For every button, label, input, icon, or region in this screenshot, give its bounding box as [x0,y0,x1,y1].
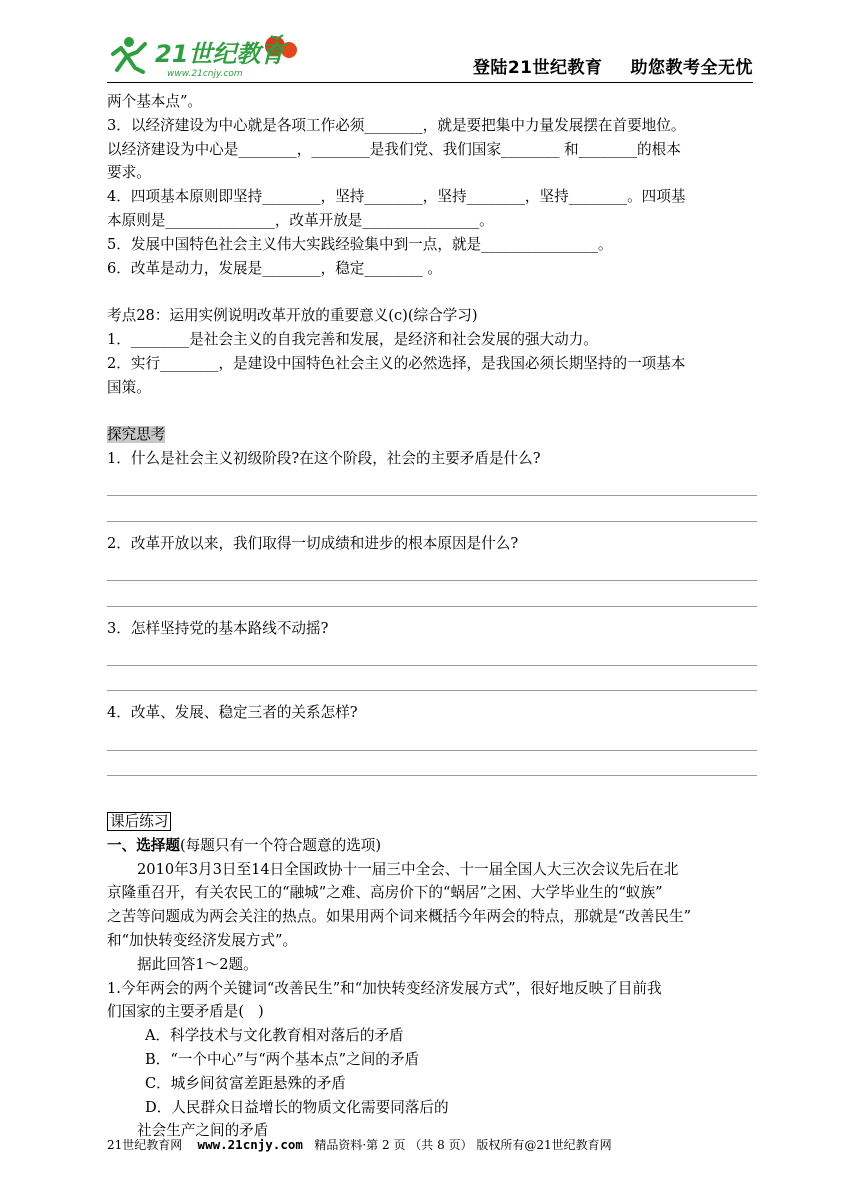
svg-text:21世纪教育: 21世纪教育 [155,40,285,68]
question-5-line: 5．发展中国特色社会主义伟大实践经验集中到一点，就是________________。 [107,235,613,253]
question-6-line: 6．改革是动力，发展是________，稳定________ 。 [107,259,442,277]
text-line: 两个基本点”。 [107,93,203,110]
practice-section-title: 课后练习 [107,810,757,834]
inquiry-question-4: 4．改革、发展、稳定三者的关系怎样? [107,704,358,722]
exam-point-28-q2: 2．实行________，是建设中国特色社会主义的必然选择，是我国必须长期坚持的一项基本 [107,354,686,372]
question-4-line: 4．四项基本原则即坚持________，坚持________，坚持________，坚持________。四项基 [107,188,686,206]
header-tagline: 登陆21世纪教育 助您教考全无忧 [472,58,753,78]
option-c[interactable]: C．城乡间贫富差距悬殊的矛盾 [145,1074,346,1092]
instruction-line: 据此回答1～2题。 [137,955,258,973]
answer-area-4[interactable] [107,725,757,776]
option-d[interactable]: D．人民群众日益增长的物质文化需要同落后的 [145,1098,449,1116]
option-a[interactable]: A．科学技术与文化教育相对落后的矛盾 [145,1027,404,1045]
passage-line: 京隆重召开，有关农民工的“融城”之难、高房价下的“蜗居”之困、大学毕业生的“蚁族” [107,884,663,902]
page-header [107,30,753,83]
option-d-cont: 社会生产之间的矛盾 [137,1122,269,1140]
passage-line: 之苦等问题成为两会关注的热点。如果用两个词来概括今年两会的特点，那就是“改善民生” [107,908,692,926]
answer-area-3[interactable] [107,640,757,691]
text-line: 国策。 [107,378,151,396]
answer-area-2[interactable] [107,556,757,607]
exam-point-28-q1: 1．________是社会主义的自我完善和发展，是经济和社会发展的强大动力。 [107,330,598,348]
inquiry-question-1: 1．什么是社会主义初级阶段?在这个阶段，社会的主要矛盾是什么? [107,449,541,467]
text-line: 本原则是_______________，改革开放是________________。 [107,211,494,229]
site-logo [107,30,307,80]
choice-question-1: 1.今年两会的两个关键词“改善民生”和“加快转变经济发展方式”，很好地反映了目前我 [107,979,662,997]
inquiry-question-2: 2．改革开放以来，我们取得一切成绩和进步的根本原因是什么? [107,534,519,552]
choice-question-1-cont: 们国家的主要矛盾是( ) [107,1003,264,1021]
inquiry-question-3: 3．怎样坚持党的基本路线不动摇? [107,619,329,637]
question-3-line: 3．以经济建设为中心就是各项工作必须________，就是要把集中力量发展摆在首要地位。 [107,116,686,134]
multiple-choice-heading: 一、选择题(每题只有一个符合题意的选项) [107,836,382,854]
main-content [107,90,757,1143]
passage-line: 2010年3月3日至14日全国政协十一届三中全会、十一届全国人大三次会议先后在北 [137,860,679,878]
option-b[interactable]: B．“一个中心”与“两个基本点”之间的矛盾 [145,1050,420,1068]
text-line: 要求。 [107,164,151,182]
footer-url[interactable]: www.21cnjy.com [197,1137,303,1152]
page-footer: 21世纪教育网 www.21cnjy.com 精品资料·第 2 页 （共 8 页） 版权所有@21世纪教育网 [107,1137,612,1152]
svg-text:www.21cnjy.com: www.21cnjy.com [167,69,243,79]
inquiry-section-title: 探究思考 [107,426,166,444]
passage-line: 和“加快转变经济发展方式”。 [107,931,298,949]
text-line: 以经济建设为中心是________，________是我们党、我们国家________ 和________的根本 [107,140,681,158]
exam-point-28-title: 考点28：运用实例说明改革开放的重要意义(c)(综合学习) [107,307,478,325]
answer-area-1[interactable] [107,471,757,522]
